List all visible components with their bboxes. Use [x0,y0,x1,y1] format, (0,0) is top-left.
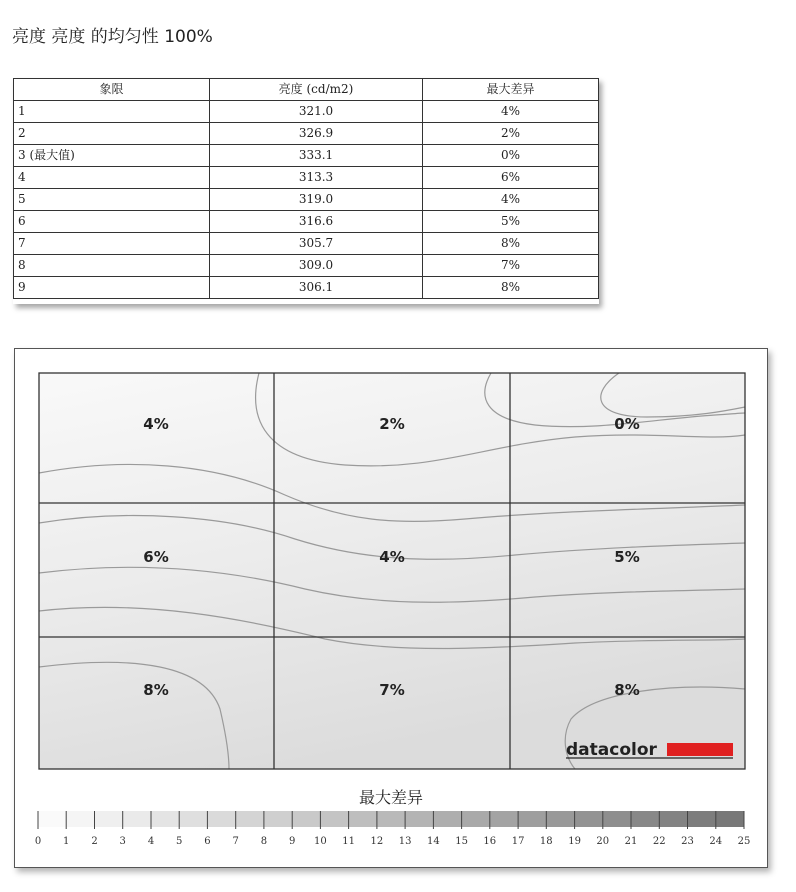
legend-tick-label: 0 [34,836,42,847]
legend-swatch [462,811,490,827]
table-cell: 3 (最大值) [14,145,210,167]
table-cell: 5% [423,211,599,233]
quadrant-value-label: 5% [614,548,640,566]
uniformity-heatmap [15,349,767,867]
legend-tick-label: 23 [681,836,694,847]
quadrant-value-label: 8% [143,681,169,699]
legend-swatch [236,811,264,827]
legend-swatch [123,811,151,827]
table-cell: 1 [14,101,210,123]
legend-swatch [716,811,744,827]
legend-tick-label: 22 [652,836,666,847]
table-cell: 2 [14,123,210,145]
quadrant-value-label: 2% [379,415,405,433]
legend-tick-label: 25 [737,836,751,847]
legend-swatch [66,811,94,827]
column-header-luminance: 亮度 (cd/m2) [210,79,423,101]
table-cell: 313.3 [210,167,423,189]
legend-scale [38,811,744,829]
table-row [14,255,599,277]
legend-tick-label: 3 [119,836,126,847]
legend-swatch [264,811,292,827]
uniformity-chart-panel [14,348,768,868]
legend-tick-label: 6 [204,836,211,847]
table-cell: 8% [423,277,599,299]
legend-tick-label: 8 [260,836,268,847]
table-cell: 8 [14,255,210,277]
table-row [14,145,599,167]
legend-tick-label: 14 [427,836,440,847]
legend-swatch [659,811,687,827]
legend-tick-label: 12 [370,836,384,847]
table-cell: 7 [14,233,210,255]
table-cell: 4% [423,189,599,211]
datacolor-logo-bar [667,743,733,756]
table-cell: 321.0 [210,101,423,123]
quadrant-value-label: 0% [614,415,640,433]
legend-tick-label: 20 [596,836,610,847]
table-cell: 305.7 [210,233,423,255]
table-cell: 6% [423,167,599,189]
quadrant-value-label: 4% [143,415,169,433]
legend-swatch [490,811,518,827]
table-header-row [14,79,599,101]
table-cell: 6 [14,211,210,233]
table-cell: 7% [423,255,599,277]
table-row [14,277,599,299]
table-cell: 309.0 [210,255,423,277]
legend-swatch [603,811,631,827]
table-cell: 9 [14,277,210,299]
legend-swatch [179,811,207,827]
quadrant-value-label: 4% [379,548,405,566]
legend-tick-label: 7 [232,836,239,847]
legend-tick-label: 21 [624,836,638,847]
column-header-max-difference: 最大差异 [423,79,599,101]
table-cell: 316.6 [210,211,423,233]
quadrant-value-label: 6% [143,548,169,566]
table-cell: 306.1 [210,277,423,299]
legend-swatch [405,811,433,827]
legend-swatch [207,811,235,827]
table-cell: 4% [423,101,599,123]
legend-tick-label: 1 [63,836,70,847]
table-row [14,101,599,123]
legend-swatch [433,811,461,827]
column-header-quadrant: 象限 [14,79,210,101]
page-title: 亮度 亮度 的均匀性 100% [12,27,213,47]
legend-swatch [292,811,320,827]
table-cell: 333.1 [210,145,423,167]
uniformity-table [13,78,599,299]
legend-tick-label: 13 [398,836,412,847]
uniformity-table-panel [13,78,599,304]
table-cell: 5 [14,189,210,211]
quadrant-value-label: 8% [614,681,640,699]
legend-swatch [377,811,405,827]
table-cell: 326.9 [210,123,423,145]
legend-swatch [518,811,546,827]
legend-swatch [151,811,179,827]
legend-tick-label: 16 [483,836,497,847]
legend-tick-label: 18 [539,836,553,847]
legend-tick-label: 4 [147,836,155,847]
datacolor-logo-text: datacolor [566,740,657,760]
legend-tick-label: 17 [511,836,525,847]
table-row [14,233,599,255]
legend-title: 最大差异 [358,788,424,807]
legend-swatch [38,811,66,827]
table-cell: 4 [14,167,210,189]
table-cell: 2% [423,123,599,145]
legend-tick-label: 15 [455,836,468,847]
table-cell: 0% [423,145,599,167]
legend-swatch [631,811,659,827]
legend-tick-label: 5 [176,836,183,847]
table-cell: 319.0 [210,189,423,211]
legend-swatch [546,811,574,827]
table-row [14,123,599,145]
table-row [14,211,599,233]
legend-tick-label: 19 [568,836,581,847]
legend-swatch [95,811,123,827]
table-row [14,189,599,211]
legend-tick-label: 11 [342,836,355,847]
legend-tick-labels [35,836,751,847]
legend-tick-label: 24 [709,836,723,847]
legend-swatch [320,811,348,827]
table-cell: 8% [423,233,599,255]
legend-tick-label: 10 [314,836,327,847]
legend-swatch [349,811,377,827]
legend-tick-label: 9 [289,836,296,847]
quadrant-value-label: 7% [379,681,405,699]
table-row [14,167,599,189]
legend-tick-label: 2 [91,836,98,847]
legend-swatch [575,811,603,827]
legend-swatch [688,811,716,827]
